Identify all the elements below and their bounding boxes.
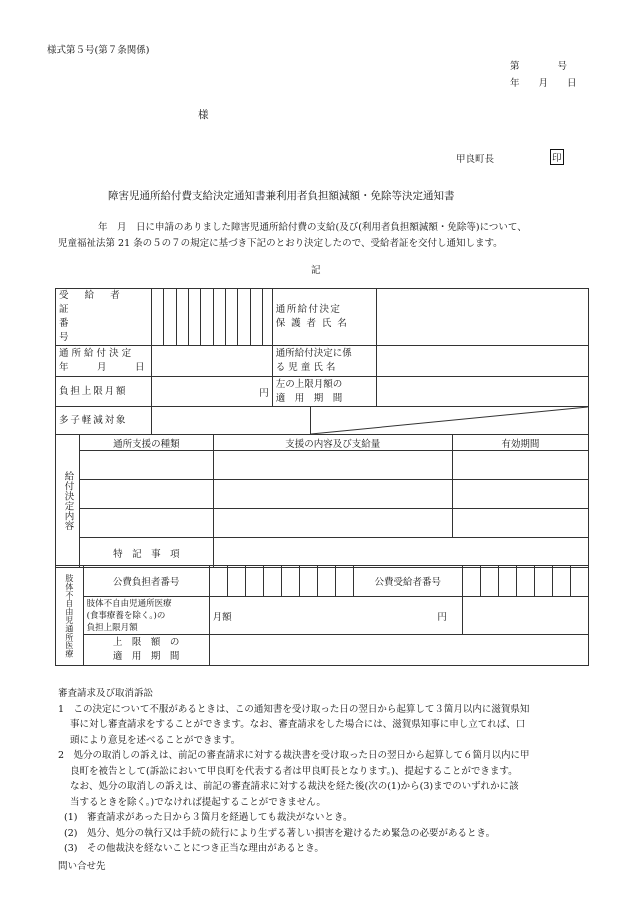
- seal-mark: 印: [550, 149, 564, 165]
- burden-limit-value: [152, 377, 273, 407]
- medical-period-value: [209, 635, 588, 666]
- limit-period-value: [377, 377, 589, 407]
- digit-box: [281, 566, 299, 597]
- digit-box: [213, 289, 225, 346]
- limit-period-label: 左の上限月額の 適 用 期 間: [272, 377, 377, 407]
- recipient-number-label: 受 給 者 証 番 号: [56, 289, 152, 346]
- decision-date-label: 通 所 給 付 決 定 年 月 日: [56, 346, 152, 377]
- medical-period-label: 上 限 額 の 適 用 期 間: [83, 635, 209, 666]
- appeal-notes: [58, 686, 588, 857]
- child-name-value: [377, 346, 589, 377]
- valid-cell: [452, 451, 588, 480]
- document-date-label: 年 月 日: [510, 78, 577, 89]
- digit-box: [263, 289, 273, 346]
- col-amount: 支援の内容及び支給量: [213, 435, 452, 451]
- digit-box: [227, 566, 245, 597]
- note-1-line-3: 頭により意見を述べることができます。: [70, 734, 241, 746]
- digit-box: [263, 566, 281, 597]
- intro-line-2: 児童福祉法第 21 条の５の７の規定に基づき下記のとおり決定したので、受給者証を交付し通知します。: [58, 238, 503, 249]
- amount-cell: [213, 451, 452, 480]
- benefit-content-label: 給付決定内容: [56, 435, 80, 568]
- digit-box: [462, 566, 480, 597]
- decision-table: [55, 288, 589, 568]
- note-2-item-3: (3) その他裁決を経ないことにつき正当な理由があるとき。: [64, 843, 324, 854]
- digit-box: [238, 289, 250, 346]
- amount-cell: [213, 480, 452, 509]
- multi-child-value: [152, 407, 311, 435]
- document-number-label: 第 号: [510, 61, 568, 72]
- note-2-item-1: (1) 審査請求があった日から３箇月を経過しても裁決がないとき。: [64, 812, 353, 823]
- digit-box: [335, 566, 353, 597]
- digit-box: [317, 566, 335, 597]
- digit-box: [245, 566, 263, 597]
- decision-date-value: [152, 346, 273, 377]
- notes-heading: 審査請求及び取消訴訟: [58, 688, 154, 699]
- digit-box: [176, 289, 188, 346]
- digit-box: [299, 566, 317, 597]
- note-2-item-2: (2) 処分、処分の執行又は手続の続行により生ずる著しい損害を避けるため緊急の必要があるとき。: [64, 827, 496, 839]
- digit-box: [189, 289, 201, 346]
- ki-mark: 記: [311, 265, 321, 276]
- guardian-name-value: [377, 289, 589, 346]
- service-cell: [79, 451, 213, 480]
- form-number: 様式第５号(第７条関係): [47, 45, 150, 56]
- issuer-name: 甲良町長: [456, 154, 495, 165]
- medical-table: [55, 565, 589, 666]
- yen-unit: 円: [259, 387, 269, 399]
- note-2-line-4: 当するときを除く。)でなければ提起することができません。: [70, 796, 326, 808]
- remarks-value: [213, 538, 588, 568]
- service-cell: [79, 480, 213, 509]
- amount-cell: [213, 509, 452, 538]
- contact-label: 問い合せ先: [58, 861, 106, 872]
- child-name-label: 通所給付決定に係 る 児 童 氏 名: [272, 346, 377, 377]
- digit-box: [534, 566, 552, 597]
- note-1-line-1: 1 この決定について不服があるときは、この通知書を受け取った日の翌日から起算して３箇月以内に滋賀県知: [58, 703, 530, 715]
- digit-box: [226, 289, 238, 346]
- medical-limit-blank: [462, 597, 588, 635]
- note-2-line-3: なお、処分の取消しの訴えは、前記の審査請求に対する裁決を経た後(次の(1)から(3)までのいずれかに該: [70, 781, 519, 792]
- document-title: 障害児通所給付費支給決定通知書兼利用者負担額減額・免除等決定通知書: [108, 190, 455, 202]
- valid-cell: [452, 480, 588, 509]
- medical-limit-value: [209, 597, 462, 635]
- digit-box: [209, 566, 227, 597]
- digit-box: [552, 566, 570, 597]
- note-2-line-2: 良町を被告として(訴訟において甲良町を代表する者は甲良町長となります。)、提起することができます。: [70, 765, 518, 777]
- burden-limit-label: 負担上限月額: [56, 377, 152, 407]
- addressee-honorific: 様: [198, 109, 209, 121]
- note-1-line-2: 事に対し審査請求をすることができます。なお、審査請求をした場合には、滋賀県知事に申し立てれば、口: [70, 719, 526, 730]
- multi-child-label: 多子軽減対象: [56, 407, 152, 435]
- digit-box: [498, 566, 516, 597]
- yen-unit: 円: [437, 611, 447, 623]
- public-recipient-number-label: 公費受給者番号: [353, 566, 462, 597]
- payer-number-label: 公費負担者番号: [83, 566, 209, 597]
- digit-box: [152, 289, 164, 346]
- digit-box: [201, 289, 213, 346]
- medical-limit-label: 肢体不自由児通所医療 (食事療養を除く。)の 負担上限月額: [83, 597, 209, 635]
- digit-box: [516, 566, 534, 597]
- valid-cell: [452, 509, 588, 538]
- remarks-label: 特 記 事 項: [79, 538, 213, 568]
- diagonal-strike-cell: [311, 407, 589, 435]
- col-valid-period: 有効期間: [452, 435, 588, 451]
- digit-box: [250, 289, 262, 346]
- monthly-label: 月額: [212, 611, 232, 623]
- guardian-name-label: 通所給付決定 保 護 者 氏 名: [272, 289, 377, 346]
- digit-box: [164, 289, 176, 346]
- medical-side-label: 肢体不自由児通所医療: [56, 566, 84, 666]
- diagonal-strike-line: [311, 407, 588, 434]
- digit-box: [480, 566, 498, 597]
- digit-box: [570, 566, 588, 597]
- note-2-line-1: 2 処分の取消しの訴えは、前記の審査請求に対する裁決書を受け取った日の翌日から起算して６箇月以内に甲: [58, 750, 530, 761]
- col-service-type: 通所支援の種類: [79, 435, 213, 451]
- intro-line-1: 年 月 日に申請のありました障害児通所給付費の支給(及び(利用者負担額減額・免除等)について、: [98, 222, 527, 233]
- service-cell: [79, 509, 213, 538]
